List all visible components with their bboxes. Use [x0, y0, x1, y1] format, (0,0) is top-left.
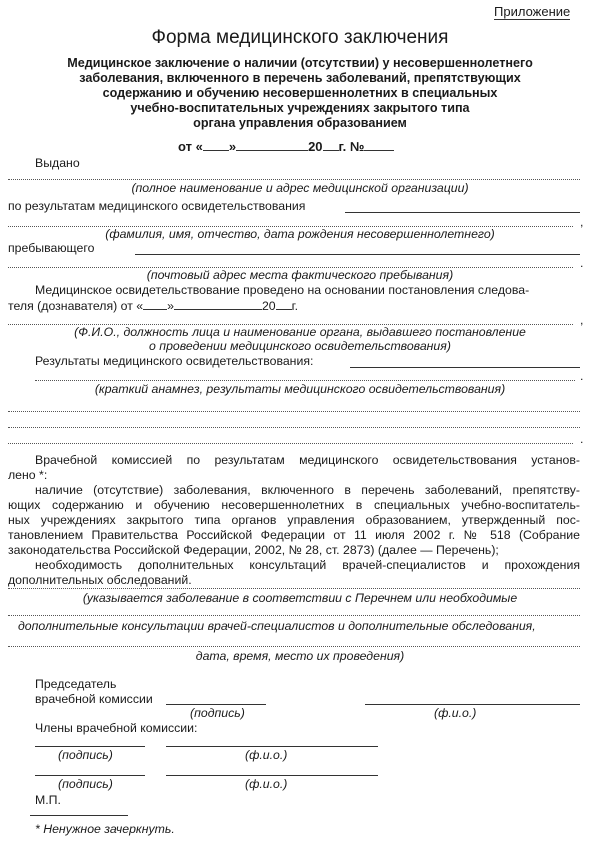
caption-disease-1: (указывается заболевание в соответствии с Перечнем или необходимые	[82, 591, 518, 605]
results-label: Результаты медицинского освидетельствования:	[35, 354, 314, 368]
exam-results-label: по результатам медицинского освидетельствования	[8, 199, 306, 213]
member2-fio-line[interactable]	[166, 775, 378, 776]
month-field[interactable]	[236, 139, 308, 151]
member1-fio-line[interactable]	[166, 746, 378, 747]
caption-org: (полное наименование и адрес медицинской организации)	[131, 181, 469, 195]
form-title: Форма медицинского заключения	[151, 27, 449, 48]
seal-label: М.П.	[35, 793, 61, 807]
caption-chairman-signature: (подпись)	[190, 706, 245, 720]
footnote-separator	[30, 815, 128, 816]
document-heading: Медицинское заключение о наличии (отсутствии) у несовершеннолетнего заболевания, включенного в перечень заболеваний, препятствующих содержанию и обучению несовершеннолетних в специальных учебно-воспитательных учреждениях закрытого типа органа управления образованием	[67, 56, 533, 130]
disease-line-1[interactable]	[8, 588, 580, 589]
disease-line-2[interactable]	[8, 615, 580, 616]
residing-line[interactable]	[135, 254, 580, 255]
caption-member1-fio: (ф.и.о.)	[245, 748, 288, 762]
exam-results-line[interactable]	[345, 212, 580, 213]
org-line[interactable]	[8, 179, 580, 180]
chairman-fio-line[interactable]	[365, 704, 580, 705]
exam-basis-date: теля (дознавателя) от « » 20 г.	[8, 299, 299, 313]
caption-disease-3: дата, время, место их проведения)	[195, 649, 405, 663]
caption-address: (почтовый адрес места фактического пребывания)	[146, 268, 454, 282]
blank-line-1[interactable]	[8, 411, 580, 412]
residing-label: пребывающего	[8, 241, 95, 255]
caption-official: (Ф.И.О., должность лица и наименование органа, выдавшего постановление о проведении медицинского освидетельствования)	[74, 325, 526, 353]
footnote: * Ненужное зачеркнуть.	[35, 822, 175, 836]
caption-disease-2: дополнительные консультации врачей-специалистов и дополнительные обследования,	[18, 619, 536, 633]
caption-person: (фамилия, имя, отчество, дата рождения несовершеннолетнего)	[105, 227, 495, 241]
caption-member2-fio: (ф.и.о.)	[245, 777, 288, 791]
member2-signature-line[interactable]	[35, 775, 145, 776]
caption-anamnesis: (краткий анамнез, результаты медицинского освидетельствования)	[94, 382, 506, 396]
results-line[interactable]	[350, 367, 580, 368]
anamnesis-line[interactable]	[35, 380, 575, 381]
appendix-label: Приложение	[494, 4, 571, 19]
disease-line-3[interactable]	[8, 646, 580, 647]
members-label: Члены врачебной комиссии:	[35, 721, 198, 735]
caption-member2-signature: (подпись)	[58, 777, 113, 791]
day-field[interactable]	[203, 139, 229, 151]
commission-text: Врачебной комиссией по результатам медицинского освидетельствования установ- лено *: наличие (отсутствие) заболевания, включенного в перечень заболеваний, препятству- ющих содержанию и обучению несовершеннолетних в специальных учебно-воспитатель- ных учреждениях закрытого типа органов управления образованием, утвержденный пос- тановлением Правительства Российской Федерации от 11 июля 2002 г. № 518 (Собрание законодательства Российской Федерации, 2002, № 28, ст. 2873) (далее — Перечень); необходимость дополнительных консультаций врачей-специалистов и прохождения дополнительных обследований.	[8, 453, 580, 587]
date-number-line: от « » 20 г. №	[178, 139, 394, 154]
issued-label: Выдано	[35, 156, 80, 170]
exam-basis-text: Медицинское освидетельствование проведено на основании постановления следова-	[35, 283, 530, 297]
member1-signature-line[interactable]	[35, 746, 145, 747]
blank-line-2[interactable]	[8, 427, 580, 428]
caption-member1-signature: (подпись)	[58, 748, 113, 762]
number-field[interactable]	[364, 139, 394, 151]
blank-line-3[interactable]	[8, 443, 573, 444]
caption-chairman-fio: (ф.и.о.)	[434, 706, 477, 720]
chairman-label: Председатель врачебной комиссии	[35, 677, 153, 706]
chairman-signature-line[interactable]	[166, 704, 266, 705]
year-field[interactable]	[323, 139, 339, 151]
